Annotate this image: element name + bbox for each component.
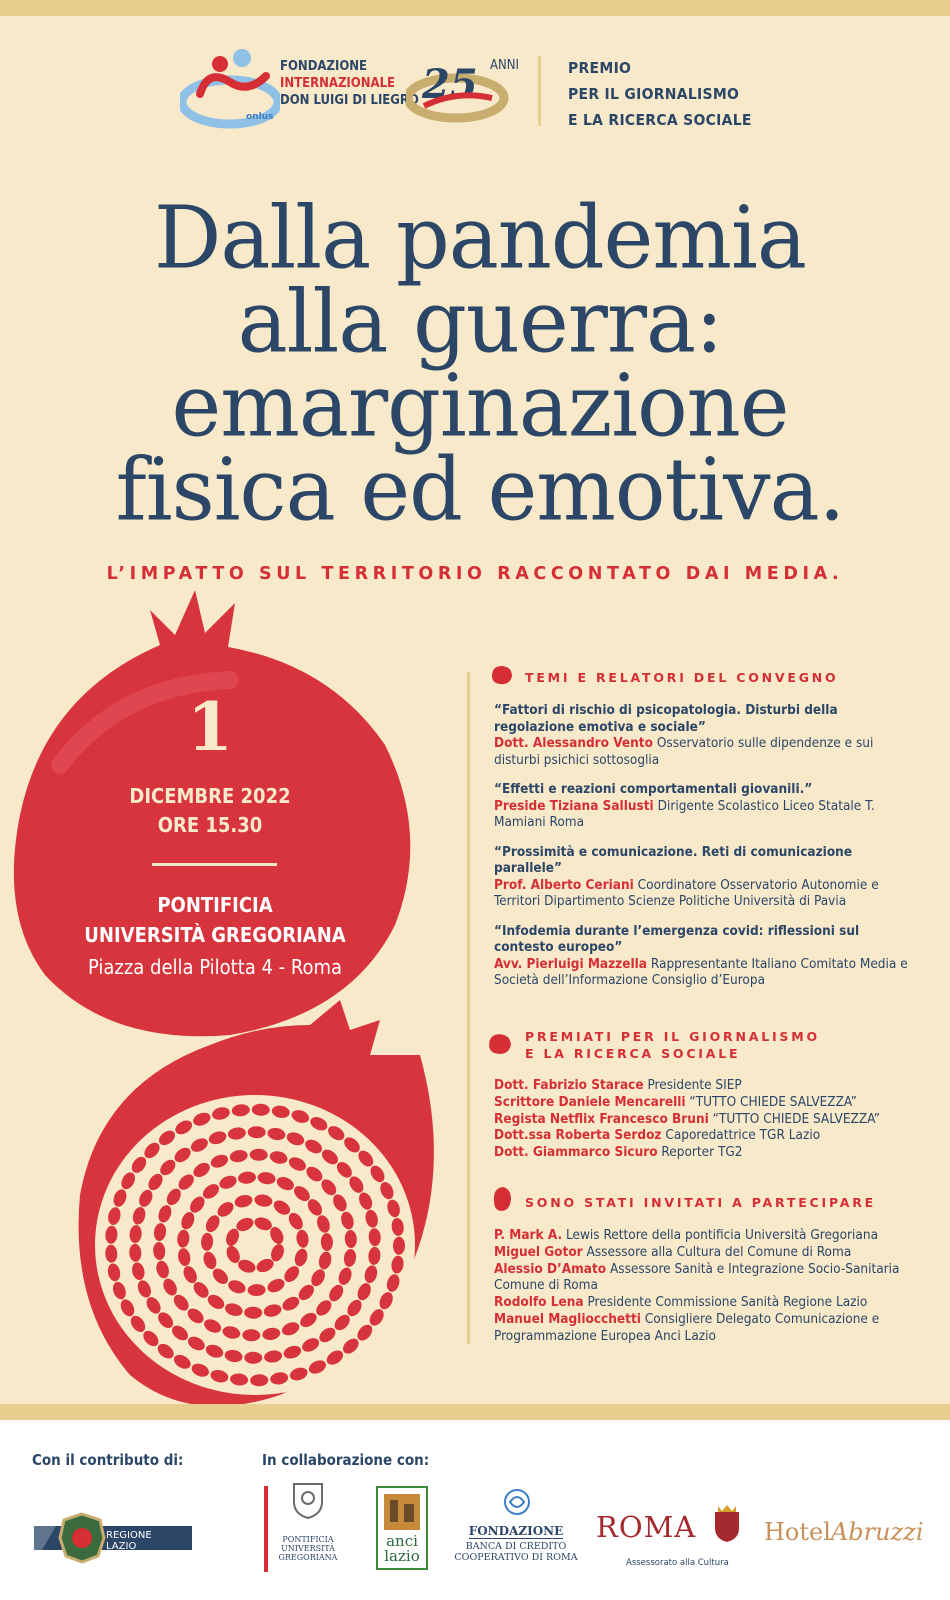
topics-heading: TEMI E RELATORI DEL CONVEGNO — [525, 670, 839, 685]
event-day: 1 — [187, 688, 233, 766]
invited-name: Miguel Gotor — [494, 1243, 583, 1260]
topic-speaker: Avv. Pierluigi Mazzella — [494, 955, 647, 972]
awarded-name: Dott. Giammarco Sicuro — [494, 1144, 658, 1161]
awarded-item — [494, 1111, 924, 1128]
title-line1: Dalla pandemia — [154, 188, 806, 288]
awarded-role: “TUTTO CHIEDE SALVEZZA” — [712, 1110, 881, 1127]
topic-title: “Effetti e reazioni comportamentali giovanili.” — [494, 781, 813, 797]
title-line4: fisica ed emotiva. — [115, 440, 845, 540]
premio-line1: PREMIO — [568, 59, 632, 77]
seed-bullet-icon — [490, 664, 514, 686]
awarded-list — [494, 1077, 924, 1161]
topic-title: “Infodemia durante l’emergenza covid: riflessioni sul contesto europeo” — [494, 922, 860, 955]
invited-role: Assessore Sanità e Integrazione Socio-Sanitaria Comune di Roma — [494, 1260, 900, 1294]
collab-label: In collaborazione con: — [262, 1451, 430, 1469]
roma-shield-icon — [712, 1504, 742, 1544]
topic-role: Coordinatore Osservatorio Autonomie e Territori Dipartimento Scienze Politiche Università di Pavia — [494, 876, 879, 909]
onlus-label: onlus — [246, 112, 274, 122]
awarded-heading — [525, 1028, 820, 1062]
footer — [0, 1420, 950, 1600]
invited-role: Consigliere Delegato Comunicazione e Programmazione Europea Anci Lazio — [494, 1310, 880, 1344]
topic-speaker: Prof. Alberto Ceriani — [494, 876, 634, 893]
footer-band — [0, 1404, 950, 1420]
topic-role: Osservatorio sulle dipendenze e sui disturbi psichici sottosoglia — [494, 735, 874, 768]
venue-line2: UNIVERSITÀ GREGORIANA — [84, 923, 346, 947]
seed-bullet-icon — [491, 1185, 513, 1213]
anni-number: 25 — [422, 61, 478, 108]
anci-line2: lazio — [384, 1547, 420, 1565]
invited-item — [494, 1311, 924, 1345]
invited-role: Presidente Commissione Sanità Regione Lazio — [587, 1294, 868, 1311]
contrib-label: Con il contributo di: — [32, 1451, 184, 1469]
roma-subtitle: Assessorato alla Cultura — [626, 1558, 729, 1568]
title-line2: alla guerra: — [237, 272, 723, 372]
awarded-item — [494, 1127, 924, 1144]
pomegranate-seed — [393, 1237, 405, 1255]
top-band — [0, 0, 950, 16]
invited-item — [494, 1227, 924, 1244]
awarded-heading-line2: E LA RICERCA SOCIALE — [525, 1046, 741, 1061]
invited-name: Rodolfo Lena — [494, 1294, 584, 1311]
pug-line3: GREGORIANA — [278, 1553, 338, 1562]
event-month-year: DICEMBRE 2022 — [129, 784, 291, 808]
header-divider — [538, 56, 541, 126]
invited-list — [494, 1227, 924, 1345]
awarded-role: Reporter TG2 — [661, 1144, 743, 1161]
hotel-abruzzi-logo — [764, 1518, 924, 1546]
topic-item — [494, 923, 914, 989]
topic-role: Rappresentante Italiano Comitato Media e Società dell’Informazione Consiglio d’Europa — [494, 955, 908, 988]
invited-name: Alessio D’Amato — [494, 1260, 607, 1277]
awarded-role: Presidente SIEP — [647, 1077, 742, 1093]
awarded-name: Regista Netflix Francesco Bruni — [494, 1110, 709, 1127]
topic-item — [494, 781, 914, 831]
topic-title: “Fattori di rischio di psicopatologia. Disturbi della regolazione emotiva e sociale” — [494, 702, 838, 735]
subtitle: L’IMPATTO SUL TERRITORIO RACCONTATO DAI MEDIA. — [106, 564, 844, 584]
regione-line2: LAZIO — [106, 1541, 137, 1552]
awarded-item — [494, 1144, 924, 1161]
title-line3: emarginazione — [171, 356, 789, 456]
anci-line1: anci — [386, 1532, 418, 1550]
regione-lazio-text — [106, 1530, 152, 1552]
topic-title: “Prossimità e comunicazione. Reti di comunicazione parallele” — [494, 843, 853, 876]
premio-title — [568, 55, 752, 133]
bcc-text — [450, 1520, 582, 1563]
main-title — [40, 188, 920, 540]
bcc-line1: FONDAZIONE — [468, 1524, 564, 1538]
invited-role: Assessore alla Cultura del Comune di Roma — [586, 1243, 852, 1260]
venue — [50, 890, 380, 984]
fondazione-name — [280, 58, 419, 109]
pug-line2: UNIVERSITÀ — [281, 1544, 335, 1553]
venue-address: Piazza della Pilotta 4 - Roma — [87, 955, 343, 979]
invited-name: P. Mark A. — [494, 1227, 563, 1243]
pug-line1: PONTIFICIA — [282, 1535, 334, 1544]
awarded-role: “TUTTO CHIEDE SALVEZZA” — [689, 1093, 857, 1110]
seed-bullet-icon — [487, 1031, 513, 1057]
topic-speaker: Dott. Alessandro Vento — [494, 735, 653, 751]
awarded-name: Dott.ssa Roberta Serdoz — [494, 1127, 662, 1144]
premio-line3: E LA RICERCA SOCIALE — [568, 111, 752, 129]
topic-speaker: Preside Tiziana Sallusti — [494, 797, 654, 814]
hotel-word: Hotel — [764, 1518, 831, 1546]
topic-item — [494, 844, 914, 910]
premio-line2: PER IL GIORNALISMO — [568, 85, 740, 103]
awarded-item — [494, 1094, 924, 1111]
pug-crest-icon — [288, 1478, 328, 1520]
org-line2: INTERNAZIONALE — [280, 76, 396, 91]
awarded-name: Dott. Fabrizio Starace — [494, 1077, 644, 1093]
awarded-role: Caporedattrice TGR Lazio — [665, 1127, 821, 1144]
invited-item — [494, 1261, 924, 1295]
abruzzi-word: Abruzzi — [830, 1518, 924, 1546]
anni-word: ANNI — [490, 58, 519, 73]
bcc-logo-icon — [502, 1488, 532, 1516]
awarded-heading-line1: PREMIATI PER IL GIORNALISMO — [525, 1029, 820, 1044]
pug-bar — [264, 1486, 268, 1572]
venue-divider — [152, 863, 277, 866]
topics-list — [494, 702, 914, 1002]
topic-role: Dirigente Scolastico Liceo Statale T. Mamiani Roma — [494, 797, 875, 830]
org-line1: FONDAZIONE — [280, 59, 368, 74]
regione-line1: REGIONE — [106, 1530, 152, 1541]
event-date-time — [100, 782, 320, 840]
invited-item — [494, 1294, 924, 1311]
bcc-line2: BANCA DI CREDITO — [465, 1541, 567, 1552]
bcc-line3: COOPERATIVO DI ROMA — [454, 1552, 578, 1563]
anci-text — [376, 1534, 428, 1564]
invited-item — [494, 1244, 924, 1261]
column-divider — [467, 672, 470, 1344]
invited-name: Manuel Magliocchetti — [494, 1310, 641, 1327]
org-line3: DON LUIGI DI LIEGRO — [280, 93, 419, 108]
invited-heading: SONO STATI INVITATI A PARTECIPARE — [525, 1195, 877, 1210]
pug-text — [270, 1535, 346, 1562]
awarded-name: Scrittore Daniele Mencarelli — [494, 1093, 686, 1110]
invited-role: Lewis Rettore della pontificia Università Gregoriana — [565, 1227, 879, 1243]
roma-wordmark: ROMA — [596, 1510, 697, 1544]
topic-item — [494, 702, 914, 768]
venue-line1: PONTIFICIA — [157, 893, 273, 917]
event-time: ORE 15.30 — [157, 813, 263, 837]
awarded-item — [494, 1077, 924, 1094]
